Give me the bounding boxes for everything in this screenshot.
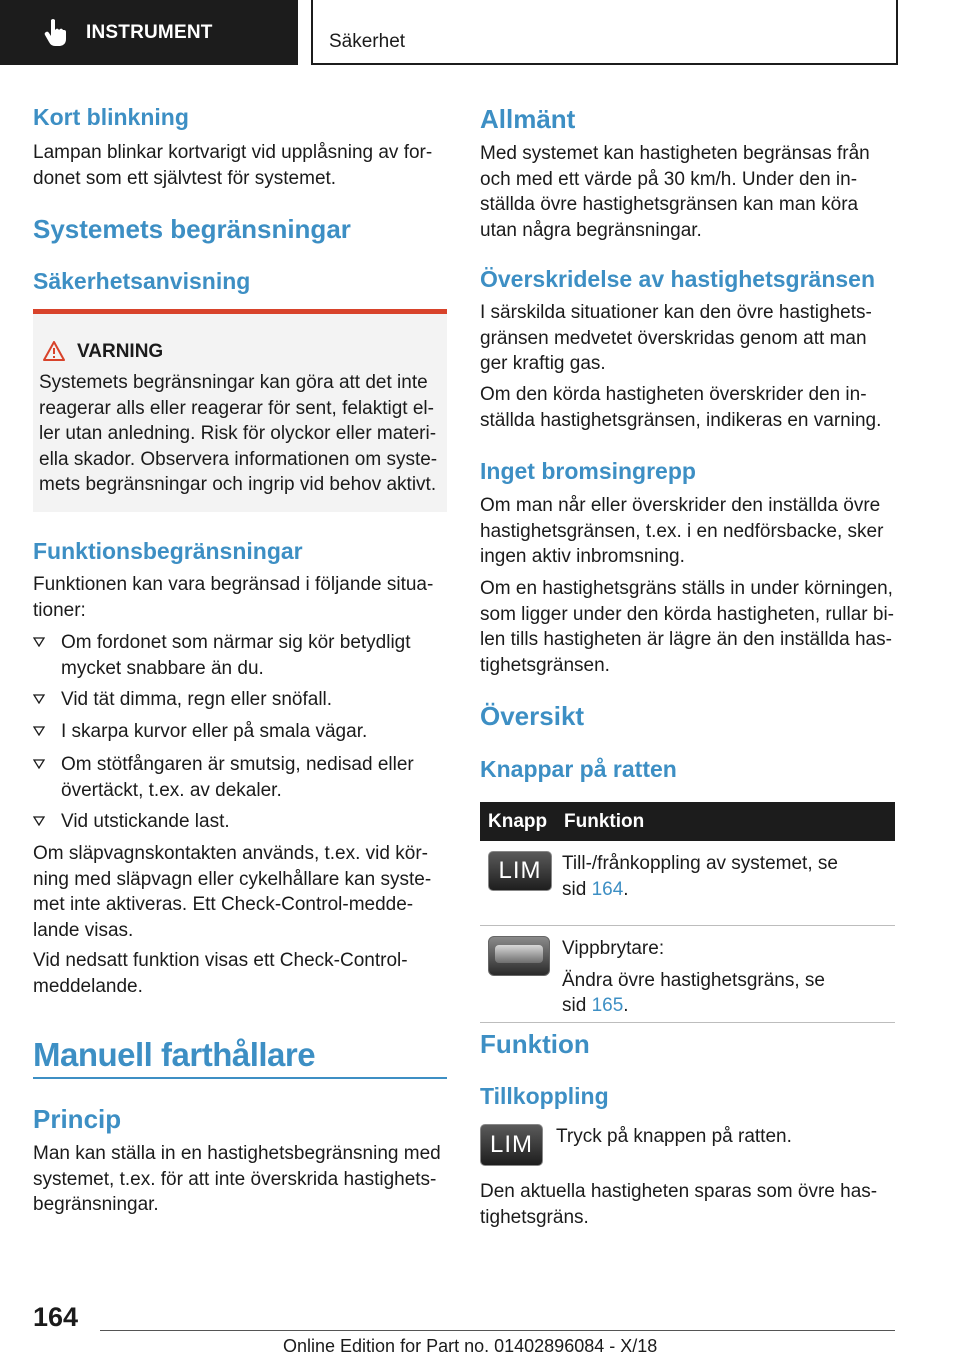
function-limits-intro: Funktionen kan vara begränsad i följande situa- tioner: <box>33 574 434 621</box>
row-function-cell: Vippbrytare: Ändra övre hastighetsgräns, se sid 165. <box>556 926 895 1023</box>
no-braking-text-1: Om man når eller överskrider den inställda övre hastighetsgränsen, t.ex. i en nedförsbacke, sker ingen aktiv inbromsning. <box>480 495 884 567</box>
heading-safety-note: Säkerhetsanvisning <box>33 268 251 294</box>
chapter-tab <box>311 0 898 65</box>
table-row <box>480 841 895 926</box>
warning-text: Systemets begränsningar kan göra att det inte reagerar alls eller reagerar för sent, felaktigt el- ler utan anledning. Risk för olyckor eller materi- ella skador. Observera informationen om syste- mets begränsningar och ingrip vid behov aktivt. <box>39 372 438 495</box>
warning-title: VARNING <box>77 341 164 362</box>
bullet-triangle-icon <box>33 759 45 769</box>
bullet-triangle-icon <box>33 726 45 736</box>
heading-manual-limiter: Manuell farthållare <box>33 1036 316 1073</box>
hand-pointer-icon <box>44 18 70 48</box>
exceed-text-1: I särskilda situationer kan den övre hastighets- gränsen medvetet överskridas genom att man ger kraftig gas. <box>480 302 872 374</box>
heading-function-limits: Funktionsbegränsningar <box>33 538 303 564</box>
heading-principle: Princip <box>33 1104 122 1134</box>
table-row <box>480 926 895 1023</box>
bullet-triangle-icon <box>33 694 45 704</box>
bullet-triangle-icon <box>33 816 45 826</box>
heading-general: Allmänt <box>480 104 576 134</box>
col-function-header: Funktion <box>556 802 895 841</box>
blink-text: Lampan blinkar kortvarigt vid upplåsning av for- donet som ett självtest för systemet. <box>33 142 433 189</box>
chapter-label: Säkerhet <box>329 31 406 52</box>
lim-button-icon: LIM <box>480 1124 543 1166</box>
heading-activation: Tillkoppling <box>480 1083 609 1109</box>
no-braking-text-2: Om en hastighetsgräns ställs in under körningen, som ligger under den körda hastigheten, rullar bi- len tills hastigheten är lägre än den inställda has- tighetsgränsen. <box>480 578 895 676</box>
table-header-row <box>480 802 895 841</box>
section-label: INSTRUMENT <box>86 21 213 43</box>
speed-saved-text: Den aktuella hastigheten sparas som övre has- tighetsgräns. <box>480 1181 878 1228</box>
general-text: Med systemet kan hastigheten begränsas från och med ett värde på 30 km/h. Under den in- ställda övre hastighetsgränsen kan man köra utan några begränsningar. <box>480 143 870 241</box>
edition-text: Online Edition for Part no. 01402896084 - X/18 <box>283 1336 658 1356</box>
heading-overview: Översikt <box>480 701 585 731</box>
warning-triangle-icon <box>43 341 65 361</box>
footer-rule <box>100 1330 895 1331</box>
principle-text: Man kan ställa in en hastighetsbegränsning med systemet, t.ex. för att inte överskrida hastighets- begränsningar. <box>33 1143 441 1215</box>
col-button-header: Knapp <box>480 802 556 841</box>
buttons-table <box>480 802 895 1023</box>
bullet-triangle-icon <box>33 637 45 647</box>
heading-no-braking: Inget bromsingrepp <box>480 458 696 484</box>
page-number: 164 <box>33 1302 79 1332</box>
lim-button-icon: LIM <box>488 851 552 891</box>
page-link[interactable]: 164 <box>591 878 624 900</box>
heading-rule <box>33 1077 447 1079</box>
rocker-switch-icon <box>488 936 550 976</box>
exceed-text-2: Om den körda hastigheten överskrider den in- ställda hastighetsgränsen, indikeras en varning. <box>480 384 882 431</box>
trailer-text: Om släpvagnskontakten används, t.ex. vid kör- ning med släpvagn eller cykelhållare kan syste- met inte aktiveras. Ett Check-Control-medde- lande visas. <box>33 843 432 941</box>
heading-short-blink: Kort blinkning <box>33 104 189 130</box>
press-button-text: Tryck på knappen på ratten. <box>556 1126 792 1147</box>
reduced-function-text: Vid nedsatt funktion visas ett Check-Control- meddelande. <box>33 950 408 997</box>
row-function-cell: Till-/frånkoppling av systemet, se sid 164. <box>556 841 895 926</box>
lim-button-figure <box>480 1124 543 1166</box>
heading-steering-buttons: Knappar på ratten <box>480 756 677 782</box>
page-link[interactable]: 165 <box>591 995 624 1016</box>
section-tab <box>0 0 298 65</box>
warning-box <box>33 309 447 512</box>
heading-system-limits: Systemets begränsningar <box>33 214 351 244</box>
heading-exceed-limit: Överskridelse av hastighetsgränsen <box>480 266 876 292</box>
heading-function: Funktion <box>480 1029 590 1059</box>
